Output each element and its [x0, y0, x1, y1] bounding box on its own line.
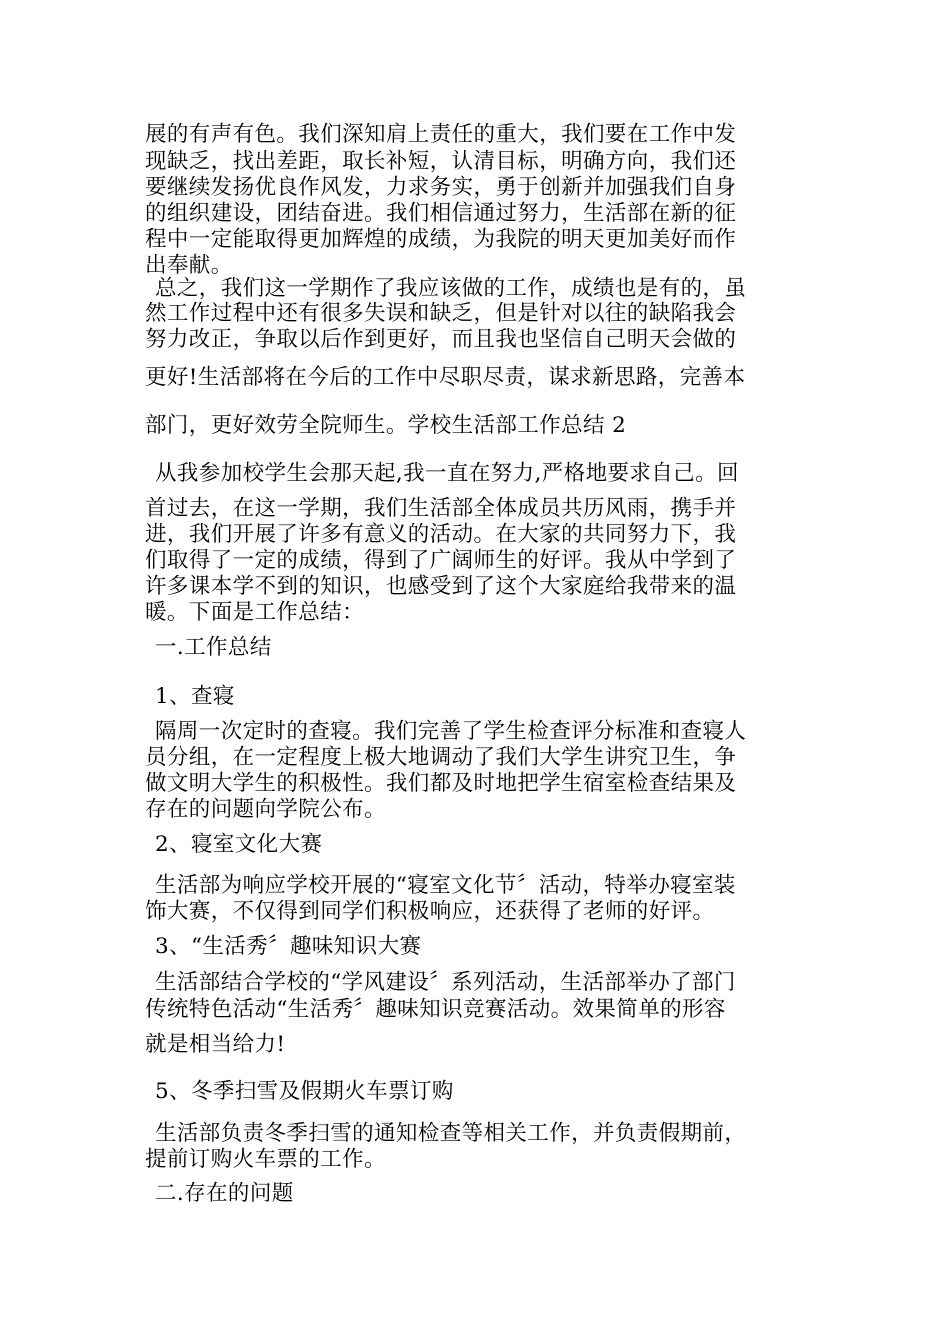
paragraph-line: 进，我们开展了许多有意义的活动。在大家的共同努力下，我 — [145, 522, 737, 547]
heading: 二.存在的问题 — [155, 1181, 294, 1206]
paragraph-line: 饰大赛，不仅得到同学们积极响应，还获得了老师的好评。 — [145, 899, 715, 924]
paragraph-line: 然工作过程中还有很多失误和缺乏，但是针对以往的缺陷我会 — [145, 301, 737, 326]
paragraph-line: 员分组，在一定程度上极大地调动了我们大学生讲究卫生，争 — [145, 745, 737, 770]
paragraph-line: 更好!生活部将在今后的工作中尽职尽责，谋求新思路，完善本 — [145, 365, 746, 390]
paragraph-line: 总之，我们这一学期作了我应该做的工作，成绩也是有的，虽 — [155, 276, 747, 301]
paragraph-line: 的组织建设，团结奋进。我们相信通过努力，生活部在新的征 — [145, 201, 737, 226]
section-title: 部门，更好效劳全院师生。学校生活部工作总结 2 — [145, 413, 627, 438]
paragraph-line: 生活部为响应学校开展的“寝室文化节〞活动，特举办寝室装 — [155, 873, 736, 898]
paragraph-line: 现缺乏，找出差距，取长补短，认清目标，明确方向，我们还 — [145, 149, 737, 174]
paragraph-line: 要继续发扬优良作风发，力求务实，勇于创新并加强我们自身 — [145, 175, 737, 200]
subheading: 2、寝室文化大赛 — [155, 832, 323, 857]
paragraph-line: 传统特色活动“生活秀〞趣味知识竞赛活动。效果简单的形容 — [145, 997, 726, 1022]
paragraph-line: 存在的问题向学院公布。 — [145, 797, 386, 822]
paragraph-line: 做文明大学生的积极性。我们都及时地把学生宿室检查结果及 — [145, 771, 737, 796]
paragraph-line: 从我参加校学生会那天起,我一直在努力,严格地要求自己。回 — [155, 461, 739, 486]
subheading: 1、查寝 — [155, 684, 235, 709]
paragraph-line: 提前订购火车票的工作。 — [145, 1147, 386, 1172]
paragraph-line: 展的有声有色。我们深知肩上责任的重大，我们要在工作中发 — [145, 122, 737, 147]
paragraph-line: 生活部负责冬季扫雪的通知检查等相关工作，并负责假期前， — [155, 1121, 747, 1146]
paragraph-line: 就是相当给力! — [145, 1032, 286, 1057]
paragraph-line: 出奉献。 — [145, 253, 233, 278]
subheading: 3、“生活秀〞趣味知识大赛 — [155, 934, 422, 959]
paragraph-line: 首过去，在这一学期，我们生活部全体成员共历风雨，携手并 — [145, 496, 737, 521]
paragraph-line: 暖。下面是工作总结： — [145, 600, 365, 625]
heading: 一.工作总结 — [155, 635, 272, 660]
subheading: 5、冬季扫雪及假期火车票订购 — [155, 1079, 454, 1104]
paragraph-line: 隔周一次定时的查寝。我们完善了学生检查评分标准和查寝人 — [155, 719, 747, 744]
paragraph-line: 许多课本学不到的知识，也感受到了这个大家庭给我带来的温 — [145, 574, 737, 599]
paragraph-line: 程中一定能取得更加辉煌的成绩，为我院的明天更加美好而作 — [145, 227, 737, 252]
paragraph-line: 生活部结合学校的“学风建设〞系列活动，生活部举办了部门 — [155, 970, 736, 995]
paragraph-line: 们取得了一定的成绩，得到了广阔师生的好评。我从中学到了 — [145, 548, 737, 573]
paragraph-line: 努力改正，争取以后作到更好，而且我也坚信自己明天会做的 — [145, 327, 737, 352]
